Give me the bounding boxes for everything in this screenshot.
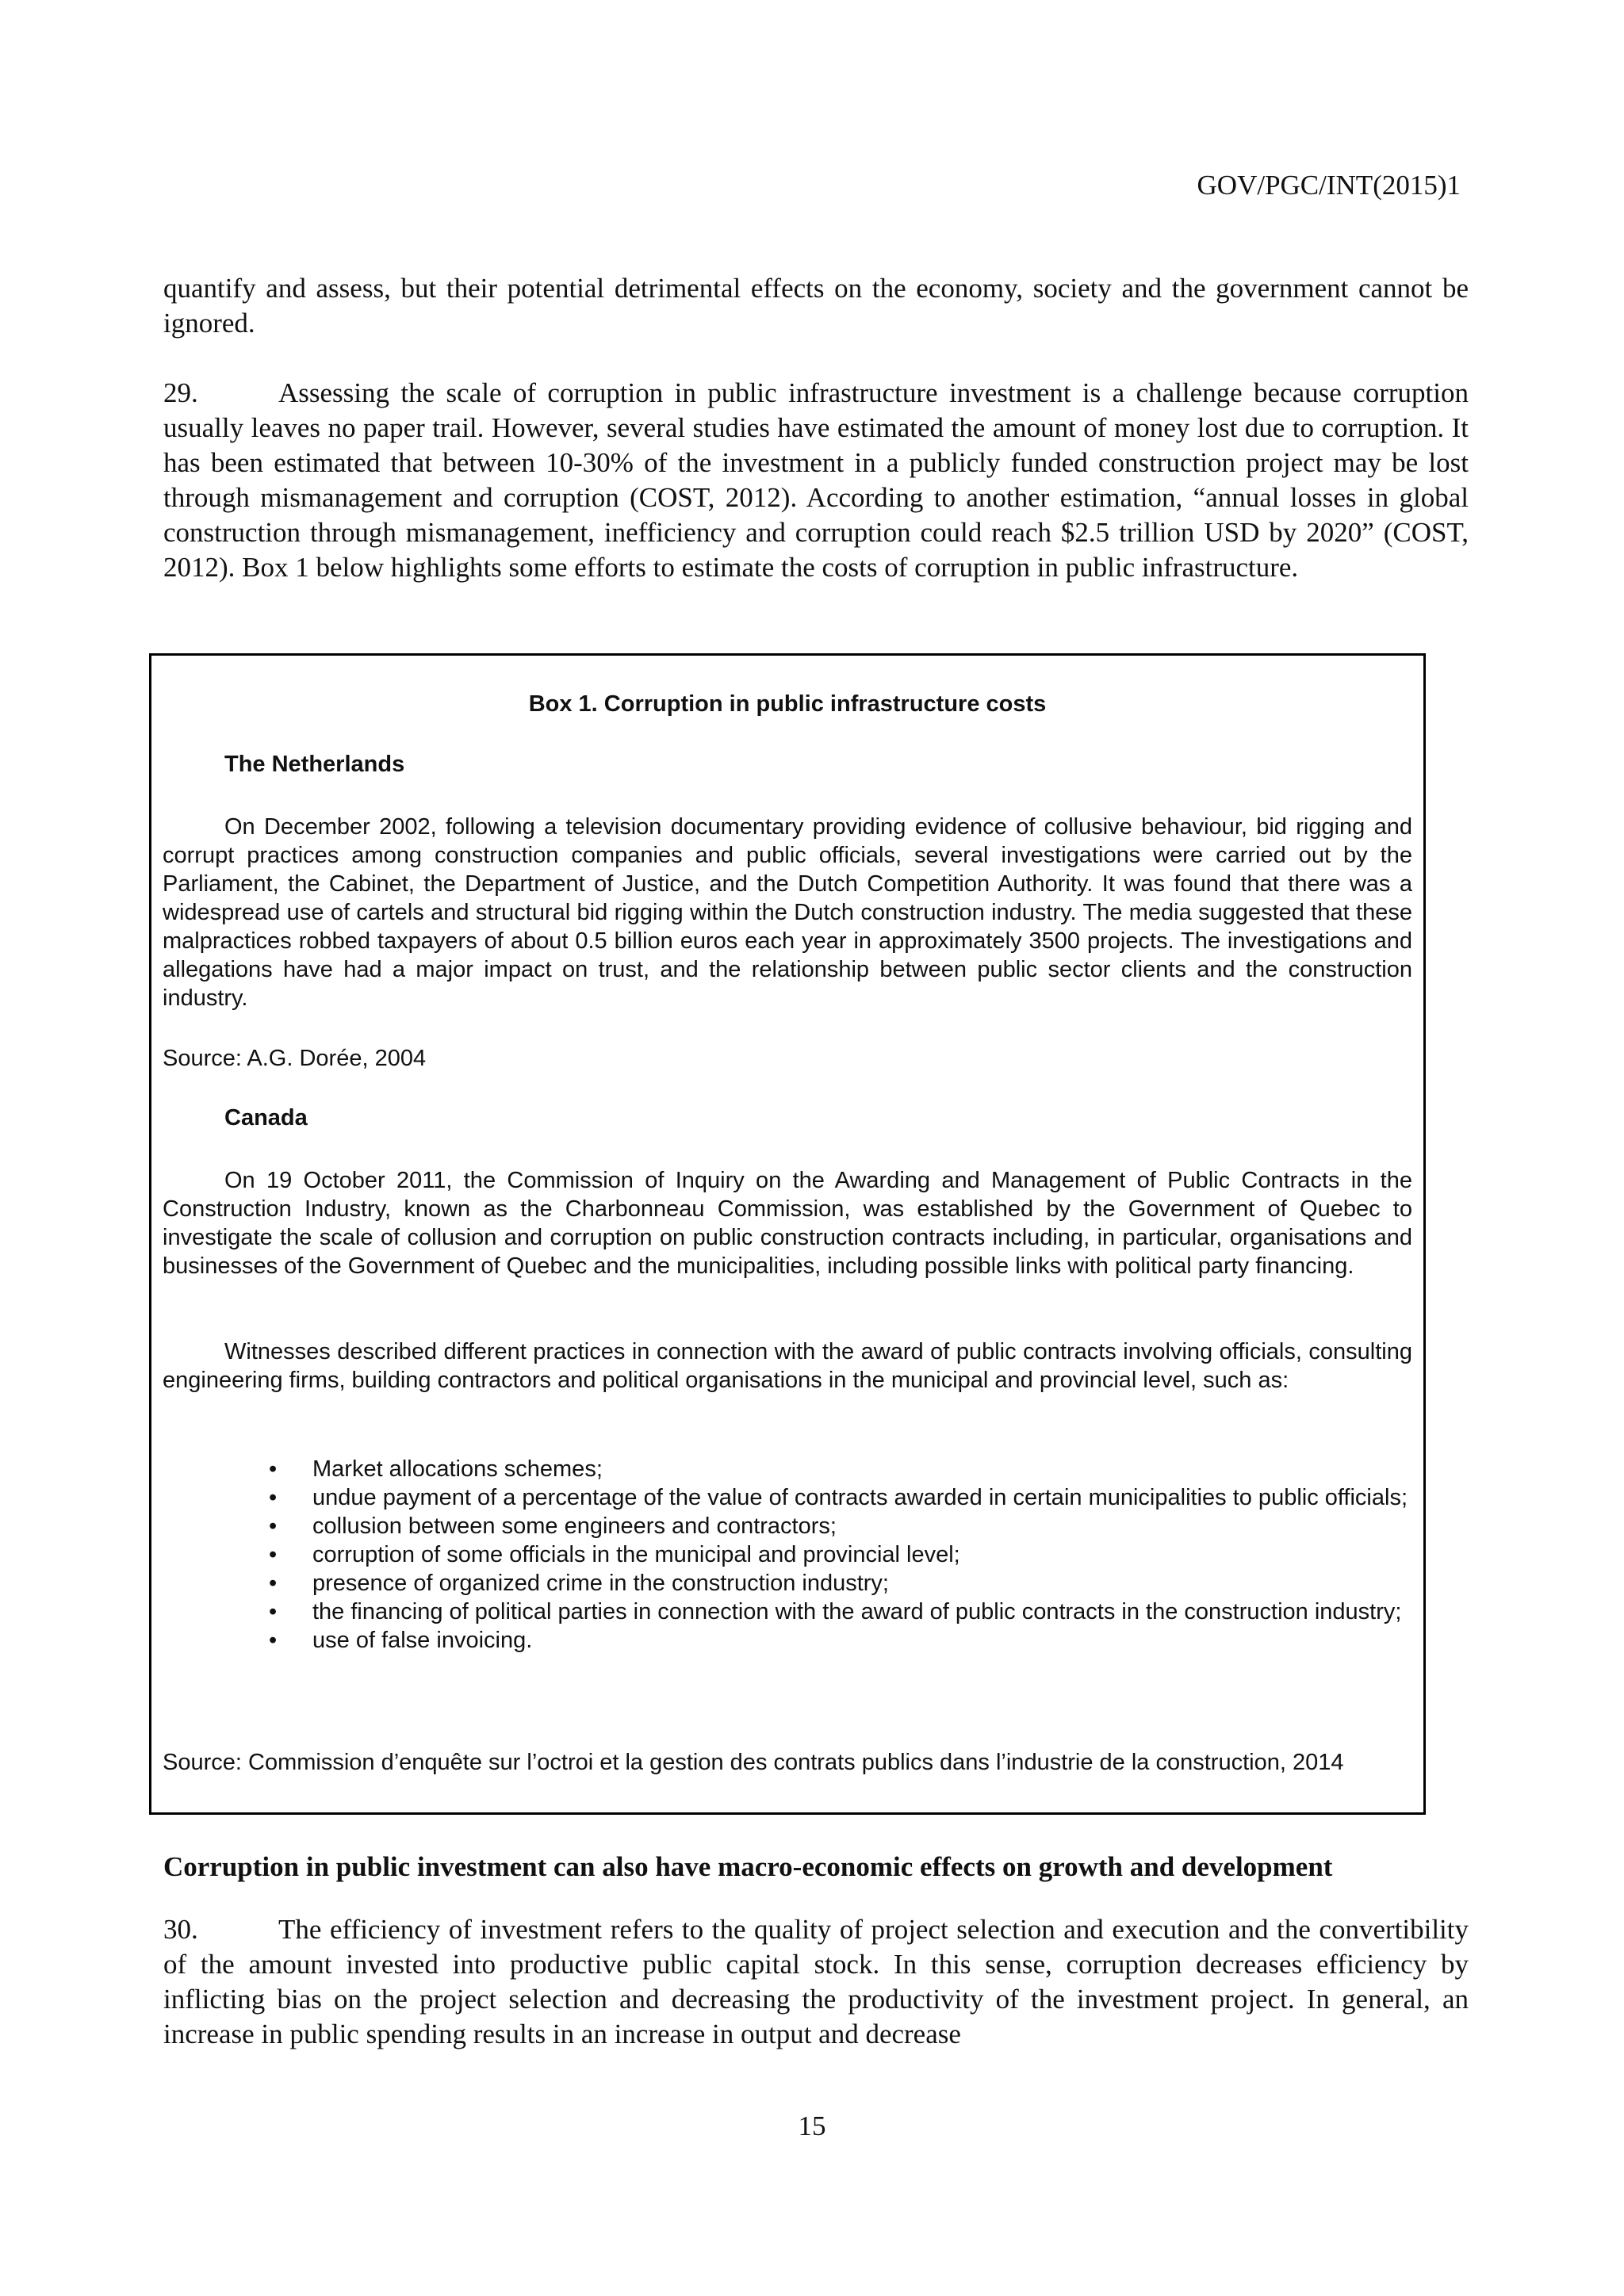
list-item: • collusion between some engineers and contractors; (269, 1513, 837, 1539)
bullet-icon: • (269, 1513, 278, 1539)
paragraph-number: 29. (163, 377, 198, 408)
list-item: • corruption of some officials in the municipal and provincial level; (269, 1542, 960, 1567)
document-reference: GOV/PGC/INT(2015)1 (1197, 170, 1461, 201)
paragraph-text: The efficiency of investment refers to the quality of project selection and execution and the convertibility of the amount invested into productive public capital stock. In this sense, corruption decreases efficiency by inflicting bias on the project selection and decreasing the productivity of the investment project. In general, an increase in public spending results in an increase in output and decrease (163, 1914, 1469, 2049)
box-title: Box 1. Corruption in public infrastructure costs (528, 691, 1047, 717)
list-item: • presence of organized crime in the construction industry; (269, 1571, 889, 1596)
netherlands-heading: The Netherlands (224, 752, 405, 777)
list-item: • use of false invoicing. (269, 1628, 533, 1653)
bullet-icon: • (269, 1542, 278, 1567)
list-item: • the financing of political parties in connection with the award of public contracts in the construction industry; (269, 1599, 1402, 1624)
canada-heading: Canada (224, 1105, 308, 1131)
paragraph-text: Assessing the scale of corruption in public infrastructure investment is a challenge because corruption usually leaves no paper trail. However, several studies have estimated the amount of money lost due to corruption. It has been estimated that between 10-30% of the investment in a publicly funded construction project may be lost through mismanagement and corruption (COST, 2012). According to another estimation, “annual losses in global construction through mismanagement, inefficiency and corruption could reach $2.5 trillion USD by 2020” (COST, 2012). Box 1 below highlights some efforts to estimate the costs of corruption in public infrastructure. (163, 377, 1469, 583)
canada-source: Source: Commission d’enquête sur l’octroi et la gestion des contrats publics dans l’industrie de la construction, 2014 (163, 1750, 1344, 1775)
bullet-icon: • (269, 1599, 278, 1624)
section-heading: Corruption in public investment can also have macro-economic effects on growth and development (163, 1851, 1333, 1882)
paragraph-number: 30. (163, 1914, 198, 1945)
intro-paragraph: quantify and assess, but their potential detrimental effects on the economy, society and the government cannot be ignored. (163, 273, 1469, 339)
canada-paragraph-1: On 19 October 2011, the Commission of Inquiry on the Awarding and Management of Public Contracts in the Construction Industry, known as the Charbonneau Commission, was established by the Government of Quebec to investigate the scale of collusion and corruption on public construction contracts including, in particular, organisations and businesses of the Government of Quebec and the municipalities, including possible links with political party financing. (163, 1168, 1412, 1279)
list-item: • Market allocations schemes; (269, 1456, 603, 1482)
practices-list (163, 1455, 1412, 1655)
page-number: 15 (798, 2110, 826, 2141)
netherlands-paragraph: On December 2002, following a television documentary providing evidence of collusive behaviour, bid rigging and corrupt practices among construction companies and public officials, several investigations were carried out by the Parliament, the Cabinet, the Department of Justice, and the Dutch Competition Authority. It was found that there was a widespread use of cartels and structural bid rigging within the Dutch construction industry. The media suggested that these malpractices robbed taxpayers of about 0.5 billion euros each year in approximately 3500 projects. The investigations and allegations have had a major impact on trust, and the relationship between public sector clients and the construction industry. (163, 814, 1412, 1011)
paragraph-29 (163, 376, 1469, 585)
box-1 (149, 653, 1426, 1815)
bullet-icon: • (269, 1628, 278, 1653)
paragraph-30 (163, 1912, 1469, 2052)
netherlands-source: Source: A.G. Dorée, 2004 (163, 1046, 427, 1071)
bullet-icon: • (269, 1571, 278, 1596)
canada-paragraph-2: Witnesses described different practices in connection with the award of public contracts involving officials, consulting engineering firms, building contractors and political organisations in the municipal and provincial level, such as: (163, 1339, 1412, 1393)
bullet-icon: • (269, 1456, 278, 1482)
list-item: • undue payment of a percentage of the value of contracts awarded in certain municipalities to public officials; (269, 1485, 1408, 1510)
bullet-icon: • (269, 1485, 278, 1510)
